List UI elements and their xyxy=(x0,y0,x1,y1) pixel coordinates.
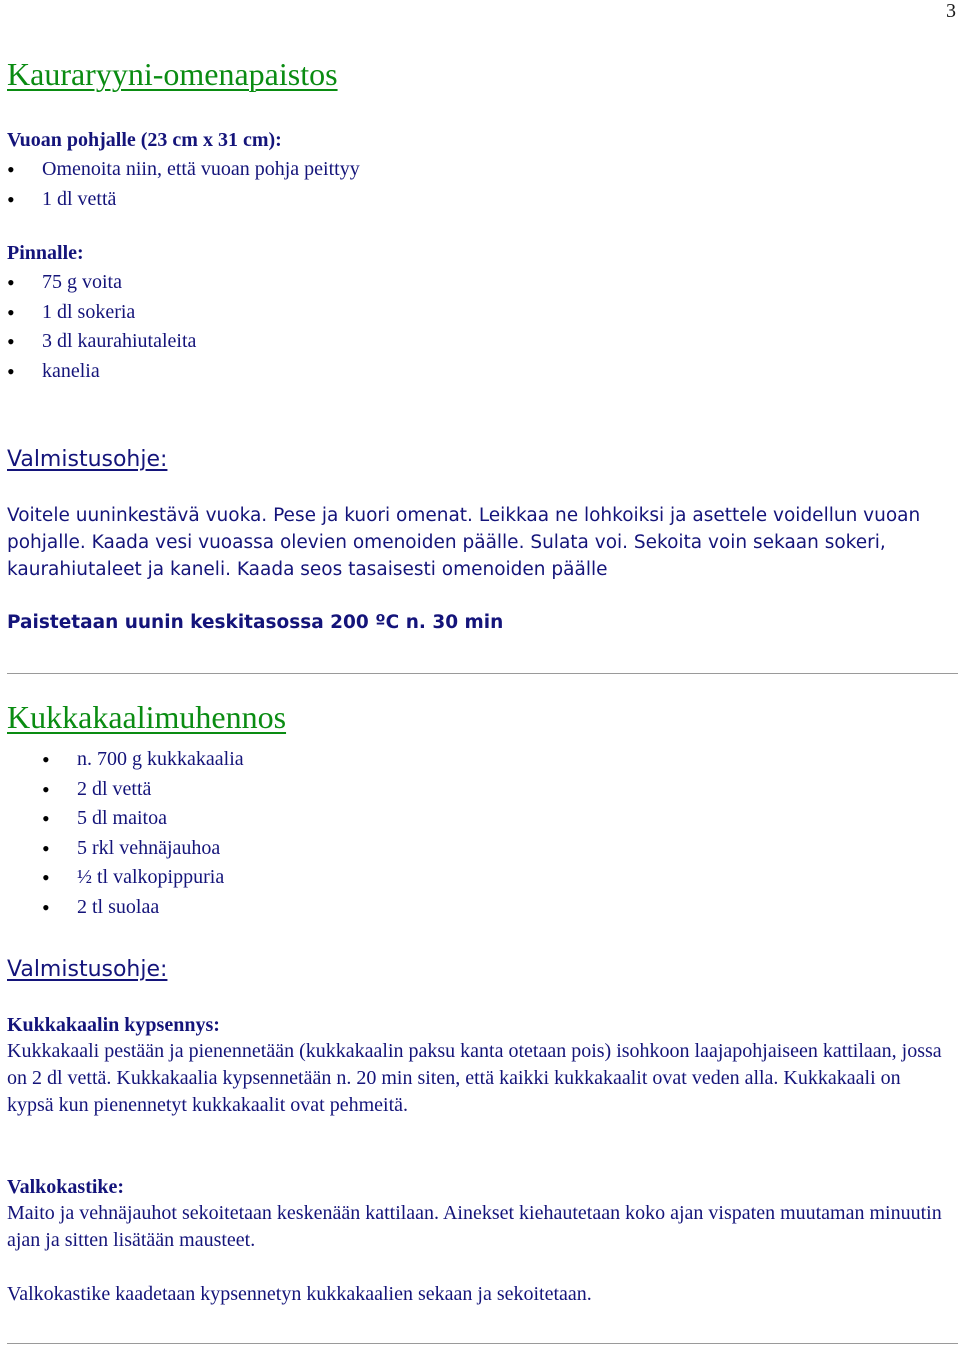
recipe-title-oat-apple-bake: Kauraryyni-omenapaistos xyxy=(7,56,338,92)
bullet-icon: • xyxy=(7,329,15,354)
bottom-divider xyxy=(7,1343,958,1344)
cooking-text: Kukkakaali pestään ja pienennetään (kukkakaalin paksu kanta otetaan pois) isohkoon laajapohjaiseen kattilaan, jossa on 2 dl vettä. Kukkakaalia kypsennetään n. 20 min siten, että kaikki kukkakaalit ovat veden alla. Kukkakaali on kypsä kun pienennetyt kukkakaalit ovat pehmeitä. xyxy=(7,1040,942,1116)
topping-heading: Pinnalle: xyxy=(7,242,84,264)
bullet-icon: • xyxy=(7,299,15,325)
sauce-text: Maito ja vehnäjauhot sekoitetaan keskenään kattilaan. Ainekset kiehautetaan koko ajan vispaten muutaman minuutin ajan ja sitten lisätään mausteet. xyxy=(7,1202,942,1251)
stew-method-heading: Valmistusohje: xyxy=(7,957,168,982)
topping-ingredient-list xyxy=(7,268,196,386)
list-item: • 5 dl maitoa xyxy=(42,804,244,834)
list-item: • 5 rkl vehnäjauhoa xyxy=(42,834,244,864)
list-item: • 2 dl vettä xyxy=(42,775,244,805)
list-item: • 1 dl vettä xyxy=(7,185,360,215)
bullet-icon: • xyxy=(7,358,15,384)
page-number: 3 xyxy=(946,0,956,22)
list-item: • kanelia xyxy=(7,357,196,387)
bullet-icon: • xyxy=(7,157,15,182)
stew-ingredient-list xyxy=(42,745,244,922)
bullet-icon: • xyxy=(42,865,50,890)
list-item: • Omenoita niin, että vuoan pohja peittyy xyxy=(7,155,360,185)
method-text: Voitele uuninkestävä vuoka. Pese ja kuori omenat. Leikkaa ne lohkoiksi ja asettele voidellun vuoan pohjalle. Kaada vesi vuoassa olevien omenoiden päälle. Sulata voi. Sekoita voin sekaan sokeri, kaurahiutaleet ja kaneli. Kaada seos tasaisesti omenoiden päälle xyxy=(7,505,921,580)
list-item: • 3 dl kaurahiutaleita xyxy=(7,327,196,357)
bullet-icon: • xyxy=(7,270,15,295)
baking-note: Paistetaan uunin keskitasossa 200 ºC n. 30 min xyxy=(7,612,504,633)
list-item: • ½ tl valkopippuria xyxy=(42,863,244,893)
list-item: • 2 tl suolaa xyxy=(42,893,244,923)
recipe-title-cauliflower-stew: Kukkakaalimuhennos xyxy=(7,699,287,735)
bullet-icon: • xyxy=(7,186,15,212)
bullet-icon: • xyxy=(42,776,50,802)
final-text: Valkokastike kaadetaan kypsennetyn kukkakaalien sekaan ja sekoitetaan. xyxy=(7,1283,592,1305)
bullet-icon: • xyxy=(42,806,50,831)
base-heading: Vuoan pohjalle (23 cm x 31 cm): xyxy=(7,129,282,151)
list-item: • 1 dl sokeria xyxy=(7,298,196,328)
method-heading: Valmistusohje: xyxy=(7,447,168,472)
bullet-icon: • xyxy=(42,747,50,772)
list-item: • n. 700 g kukkakaalia xyxy=(42,745,244,775)
bullet-icon: • xyxy=(42,835,50,861)
bullet-icon: • xyxy=(42,894,50,920)
base-ingredient-list xyxy=(7,155,360,214)
divider xyxy=(7,673,958,674)
sauce-heading: Valkokastike: xyxy=(7,1176,125,1198)
list-item: • 75 g voita xyxy=(7,268,196,298)
cooking-heading: Kukkakaalin kypsennys: xyxy=(7,1014,220,1036)
